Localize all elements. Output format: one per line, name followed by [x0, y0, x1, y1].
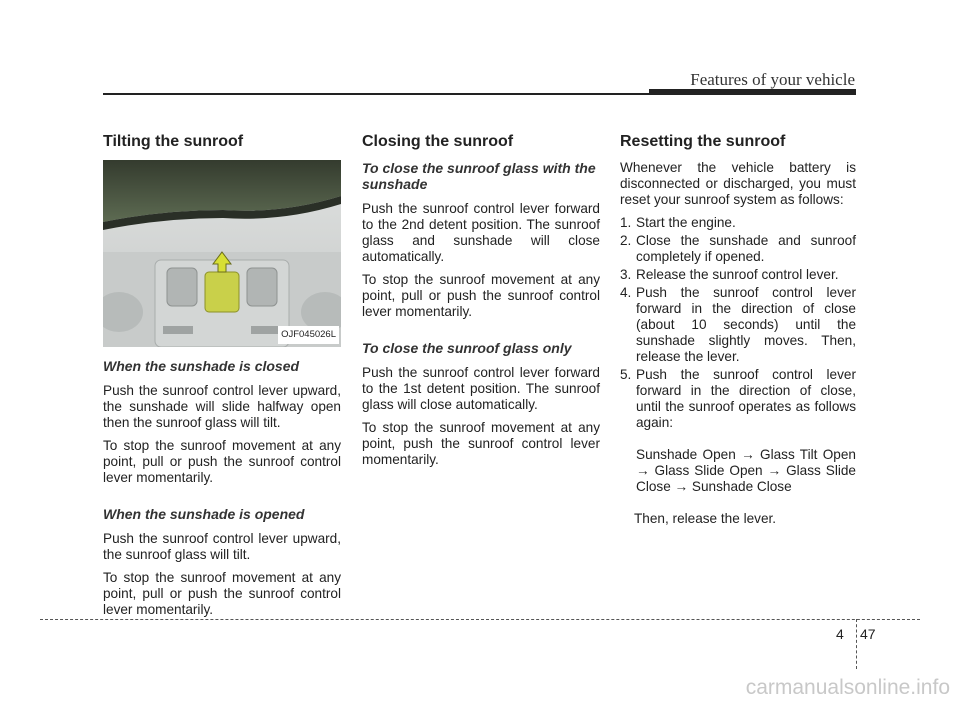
- paragraph: Push the sunroof control lever forward to the 2nd detent position. The sunroof glass and sunshade will close automatically.: [362, 201, 600, 264]
- section-heading-tilting: Tilting the sunroof: [103, 133, 244, 150]
- subheading-close-glass-only: To close the sunroof glass only: [362, 340, 572, 356]
- paragraph: To stop the sunroof movement at any point, pull or push the sunroof control lever momentarily.: [103, 438, 341, 485]
- sunroof-console-illustration: [103, 160, 341, 347]
- list-item: 2. Close the sunshade and sunroof completely if opened.: [620, 233, 856, 264]
- subheading-sunshade-closed: When the sunshade is closed: [103, 358, 300, 374]
- watermark-text: carmanualsonline.info: [745, 676, 950, 699]
- paragraph: To stop the sunroof movement at any point, push the sunroof control lever momentarily.: [362, 420, 600, 467]
- paragraph: Push the sunroof control lever upward, the sunroof glass will tilt.: [103, 531, 341, 562]
- section-heading-resetting: Resetting the sunroof: [620, 133, 786, 150]
- paragraph: To stop the sunroof movement at any point, pull or push the sunroof control lever momentarily.: [362, 272, 600, 319]
- column-tilting: [103, 133, 341, 625]
- release-instruction: Then, release the lever.: [634, 511, 777, 526]
- subheading-close-with-sunshade: To close the sunroof glass with the sunshade: [362, 160, 596, 192]
- operation-sequence: Sunshade Open → Glass Tilt Open → Glass Slide Open → Glass Slide Close → Sunshade Close: [636, 447, 856, 494]
- paragraph: Push the sunroof control lever upward, the sunshade will slide halfway open then the sunroof glass will tilt.: [103, 383, 341, 430]
- reset-steps-list: [620, 215, 856, 431]
- section-heading-closing: Closing the sunroof: [362, 133, 514, 150]
- chapter-number: 4: [836, 626, 844, 642]
- footer-rule: [40, 619, 920, 620]
- column-closing: [362, 133, 600, 475]
- page-header-title: Features of your vehicle: [690, 70, 855, 89]
- list-item: 4. Push the sunroof control lever forward in the direction of close (about 10 seconds) until the sunshade slightly moves. Then, release the lever.: [620, 285, 856, 364]
- sunroof-lever-photo: [103, 160, 341, 347]
- list-item: 5. Push the sunroof control lever forward in the direction of close, until the sunroof operates as follows again:: [620, 367, 856, 430]
- column-resetting: [620, 133, 856, 527]
- footer-divider: [856, 619, 857, 669]
- paragraph: To stop the sunroof movement at any point, pull or push the sunroof control lever momentarily.: [103, 570, 341, 617]
- paragraph: Push the sunroof control lever forward to the 1st detent position. The sunroof glass will close automatically.: [362, 365, 600, 412]
- page-number: 47: [860, 626, 876, 642]
- paragraph: Whenever the vehicle battery is disconnected or discharged, you must reset your sunroof system as follows:: [620, 160, 856, 207]
- image-code-label: OJF045026L: [278, 326, 339, 344]
- subheading-sunshade-opened: When the sunshade is opened: [103, 506, 305, 522]
- header-rule: [103, 93, 856, 95]
- list-item: 3. Release the sunroof control lever.: [620, 267, 839, 282]
- list-item: 1. Start the engine.: [620, 215, 736, 230]
